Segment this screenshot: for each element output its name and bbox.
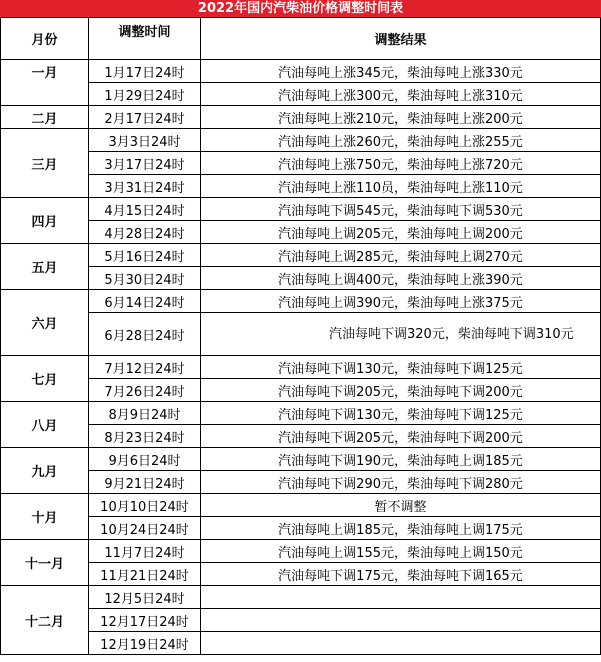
time-cell: 11月7日24时 [89, 540, 201, 563]
time-cell: 9月6日24时 [89, 448, 201, 471]
result-cell: 汽油每吨上调155元，柴油每吨上调150元 [201, 540, 601, 563]
result-cell: 汽油每吨下调190元，柴油每吨上调185元 [201, 448, 601, 471]
table-row [1, 175, 601, 198]
month-cell: 十一月 [1, 540, 89, 586]
table-row [1, 313, 601, 356]
table-row [1, 517, 601, 540]
table-row [1, 267, 601, 290]
table-row [1, 563, 601, 586]
table-row [1, 83, 601, 106]
month-cell: 十月 [1, 494, 89, 540]
time-cell: 7月12日24时 [89, 356, 201, 379]
table-row [1, 402, 601, 425]
result-cell: 汽油每吨下调175元，柴油每吨下调165元 [201, 563, 601, 586]
result-cell: 汽油每吨上涨300元，柴油每吨上涨310元 [201, 83, 601, 106]
time-cell: 3月31日24时 [89, 175, 201, 198]
result-cell [201, 609, 601, 632]
table-row [1, 356, 601, 379]
result-text: 汽油每吨下调320元，柴油每吨下调310元 [329, 326, 574, 342]
result-cell: 汽油每吨下调130元，柴油每吨下调125元 [201, 356, 601, 379]
time-cell: 10月10日24时 [89, 494, 201, 517]
header-month: 月份 [1, 18, 89, 60]
result-cell: 汽油每吨上涨110员，柴油每吨上涨110元 [201, 175, 601, 198]
time-cell: 12月19日24时 [89, 632, 201, 655]
table-row [1, 609, 601, 632]
time-cell: 11月21日24时 [89, 563, 201, 586]
time-cell: 5月16日24时 [89, 244, 201, 267]
table-row [1, 540, 601, 563]
header-result: 调整结果 [201, 18, 601, 60]
table-row [1, 379, 601, 402]
header-row [1, 18, 601, 60]
month-cell: 七月 [1, 356, 89, 402]
table-row [1, 221, 601, 244]
month-cell: 五月 [1, 244, 89, 290]
result-cell: 汽油每吨下调205元，柴油每吨下调200元 [201, 425, 601, 448]
table-row [1, 244, 601, 267]
table-row [1, 290, 601, 313]
table-row [1, 632, 601, 655]
result-cell: 暂不调整 [201, 494, 601, 517]
month-cell: 九月 [1, 448, 89, 494]
adjustment-table [0, 17, 601, 655]
time-cell: 12月5日24时 [89, 586, 201, 609]
time-cell: 8月23日24时 [89, 425, 201, 448]
result-cell [201, 632, 601, 655]
result-cell: 汽油每吨上涨260元，柴油每吨上涨255元 [201, 129, 601, 152]
result-cell: 汽油每吨上涨750元，柴油每吨上涨720元 [201, 152, 601, 175]
table-row [1, 198, 601, 221]
result-cell [201, 313, 601, 356]
time-cell: 5月30日24时 [89, 267, 201, 290]
month-cell: 十二月 [1, 586, 89, 655]
time-cell: 12月17日24时 [89, 609, 201, 632]
month-cell: 八月 [1, 402, 89, 448]
month-cell: 六月 [1, 290, 89, 356]
time-cell: 7月26日24时 [89, 379, 201, 402]
month-cell: 四月 [1, 198, 89, 244]
table-title: 2022年国内汽柴油价格调整时间表 [0, 0, 601, 17]
table-row [1, 471, 601, 494]
time-cell: 10月24日24时 [89, 517, 201, 540]
result-cell: 汽油每吨下调130元，柴油每吨下调125元 [201, 402, 601, 425]
table-row [1, 425, 601, 448]
time-cell: 4月15日24时 [89, 198, 201, 221]
time-cell: 1月17日24时 [89, 60, 201, 83]
month-cell: 三月 [1, 129, 89, 198]
result-cell: 汽油每吨上涨345元，柴油每吨上涨330元 [201, 60, 601, 83]
time-cell: 6月28日24时 [89, 313, 201, 356]
time-cell: 8月9日24时 [89, 402, 201, 425]
header-time: 调整时间 [89, 18, 201, 60]
table-row [1, 494, 601, 517]
result-cell: 汽油每吨下调205元，柴油每吨下调200元 [201, 379, 601, 402]
result-cell: 汽油每吨下调290元，柴油每吨下调280元 [201, 471, 601, 494]
result-cell: 汽油每吨上调205元，柴油每吨上调200元 [201, 221, 601, 244]
time-cell: 4月28日24时 [89, 221, 201, 244]
table-row [1, 129, 601, 152]
time-cell: 3月17日24时 [89, 152, 201, 175]
table-row [1, 448, 601, 471]
time-cell: 3月3日24时 [89, 129, 201, 152]
month-cell: 二月 [1, 106, 89, 129]
time-cell: 9月21日24时 [89, 471, 201, 494]
month-cell: 一月 [1, 60, 89, 106]
table-row [1, 60, 601, 83]
result-cell: 汽油每吨上调400元，柴油每吨上涨390元 [201, 267, 601, 290]
table-row [1, 586, 601, 609]
result-cell: 汽油每吨上调285元，柴油每吨上调270元 [201, 244, 601, 267]
result-cell: 汽油每吨上调390元，柴油每吨上涨375元 [201, 290, 601, 313]
table-row [1, 106, 601, 129]
result-cell: 汽油每吨下调545元，柴油每吨下调530元 [201, 198, 601, 221]
result-cell: 汽油每吨上涨210元，柴油每吨上涨200元 [201, 106, 601, 129]
table-row [1, 152, 601, 175]
result-cell [201, 586, 601, 609]
time-cell: 6月14日24时 [89, 290, 201, 313]
time-cell: 1月29日24时 [89, 83, 201, 106]
result-cell: 汽油每吨上调185元，柴油每吨上调175元 [201, 517, 601, 540]
time-cell: 2月17日24时 [89, 106, 201, 129]
